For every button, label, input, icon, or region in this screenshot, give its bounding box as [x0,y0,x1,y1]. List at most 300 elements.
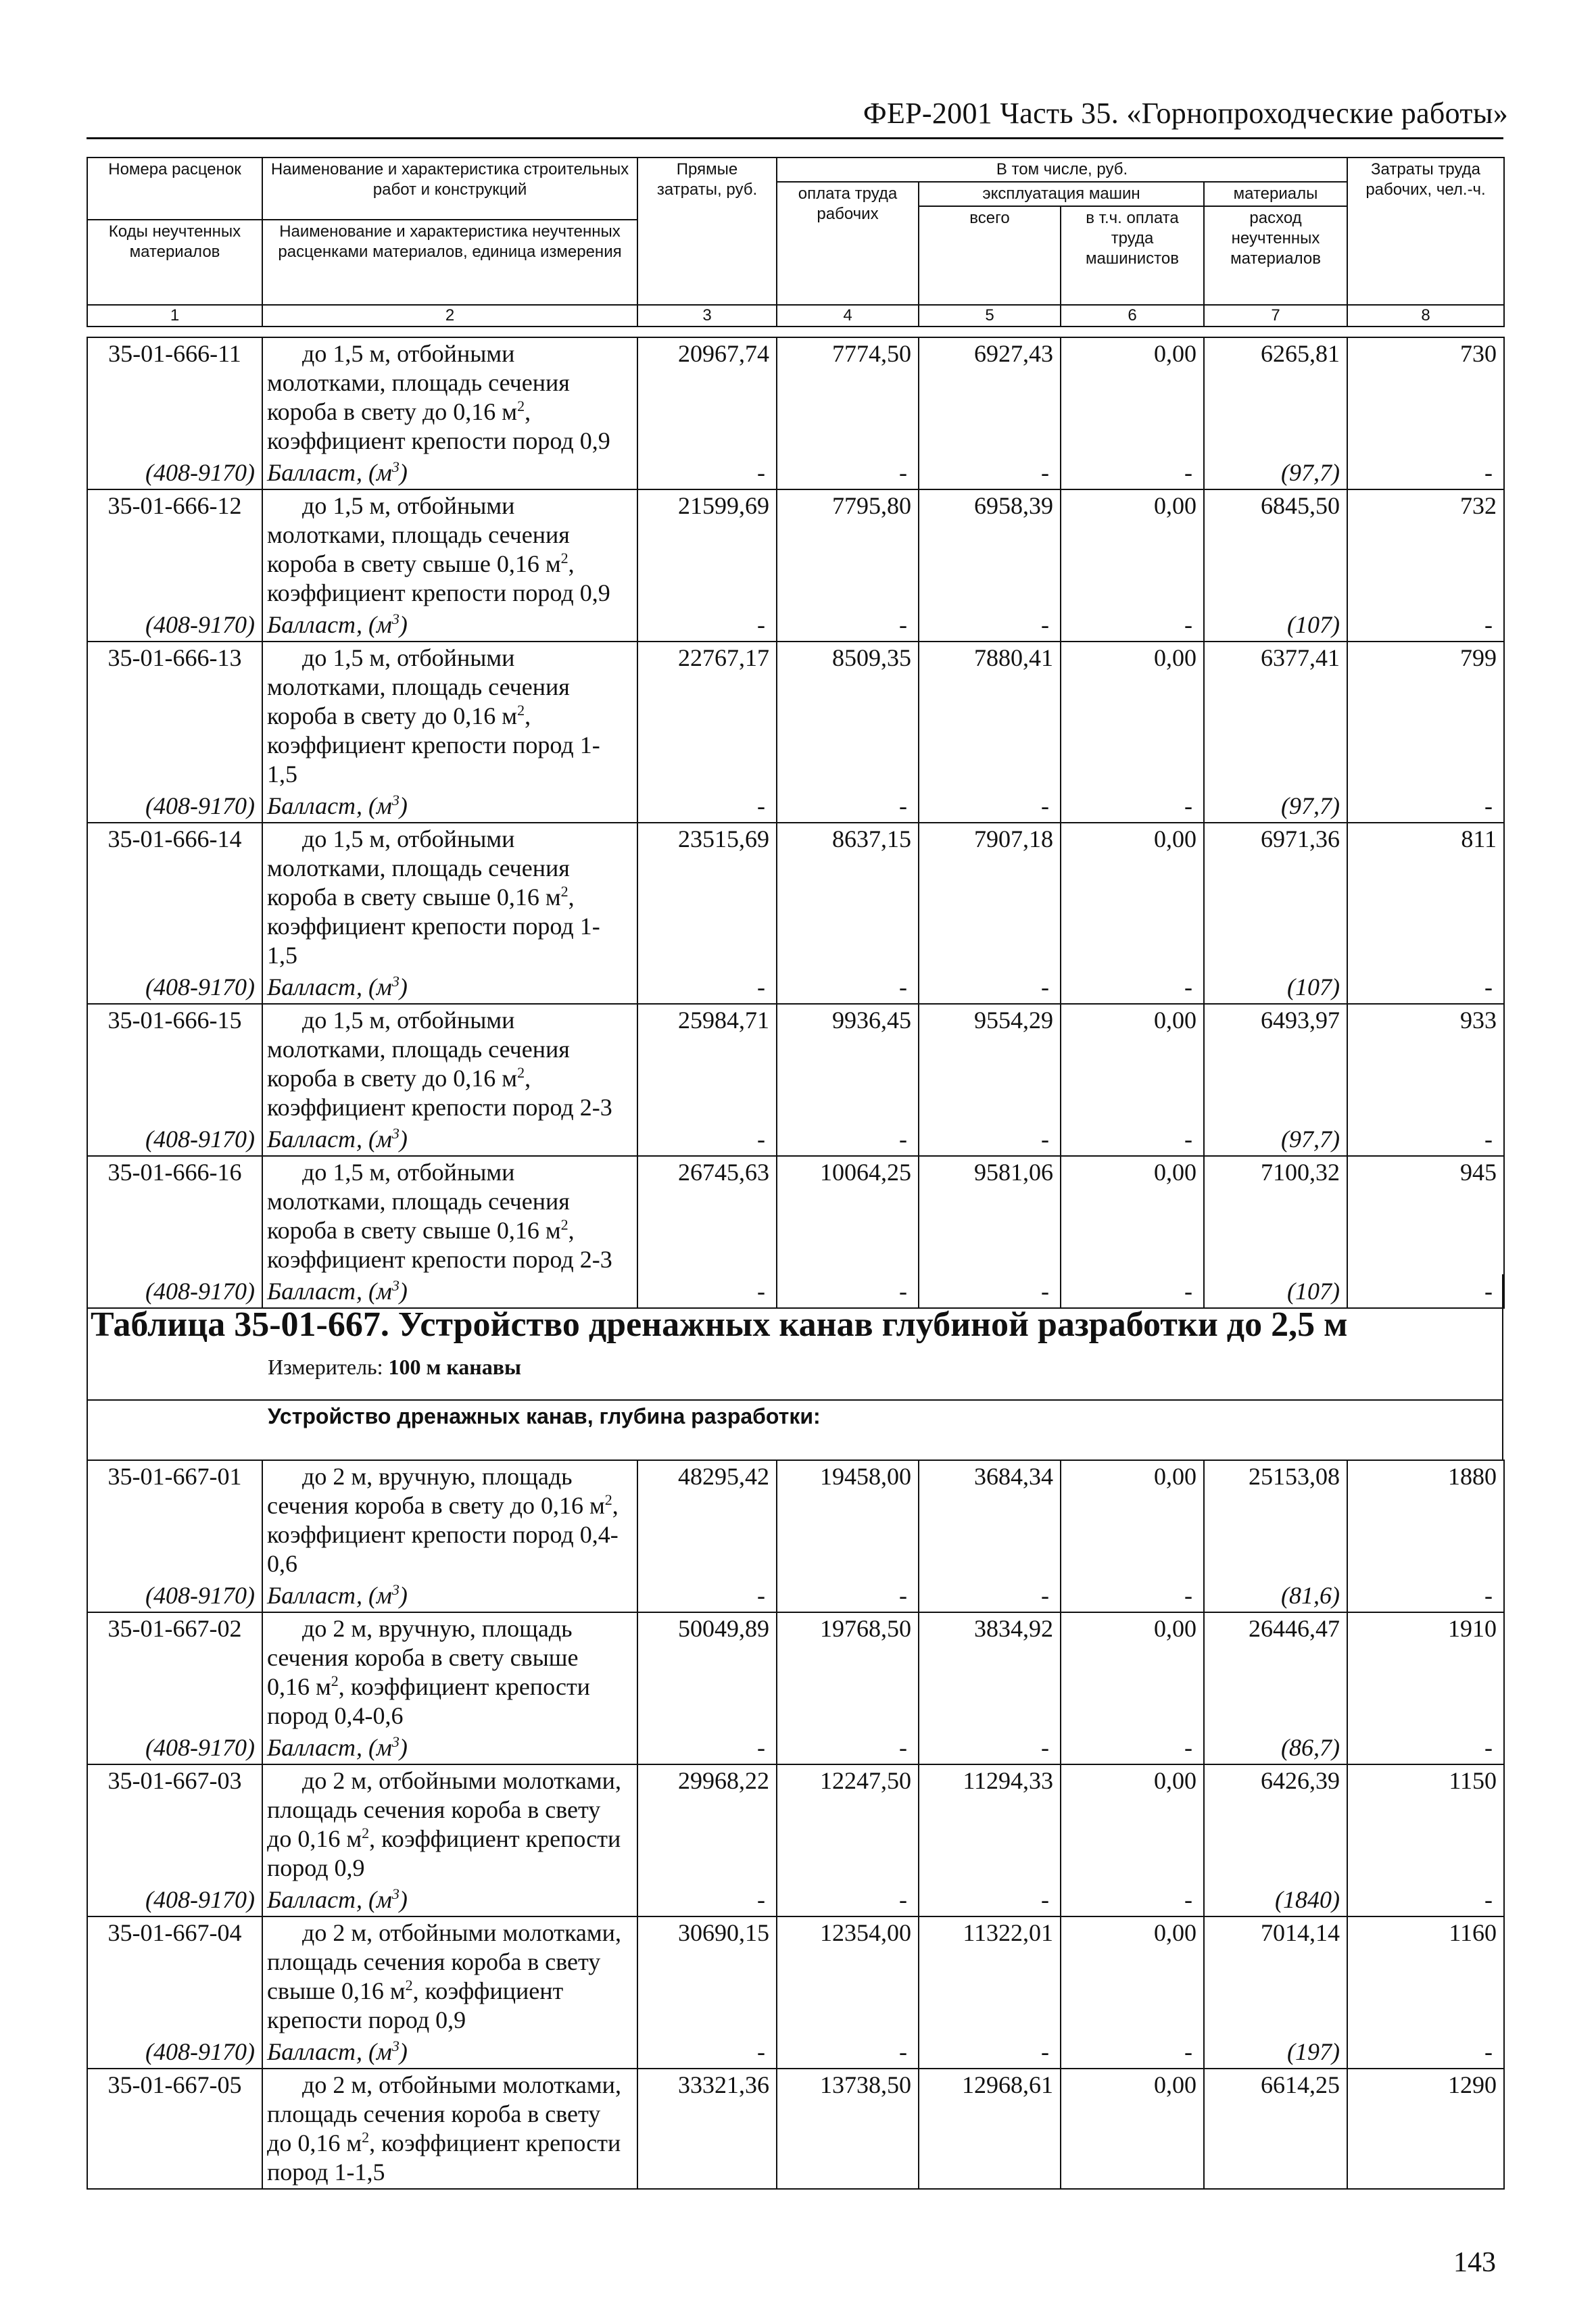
material-label: Балласт, (м [267,611,392,638]
material-quantity: (1840) [1204,1884,1347,1916]
empty-value: - [919,1580,1061,1612]
empty-value: - [1347,609,1504,642]
material-name [262,1732,637,1764]
measure-unit [268,1355,521,1380]
labor-cost: 8509,35 [777,642,919,790]
empty-value: - [1347,1276,1504,1308]
rate-row [87,823,1504,971]
ballast-row [87,609,1504,642]
ballast-row [87,1732,1504,1764]
labor-hours: 730 [1347,337,1504,457]
empty-value: - [637,790,777,823]
desc-row [267,368,633,397]
desc-line: коэффициент крепости пород 2-3 [267,1094,612,1121]
material-name [262,457,637,489]
empty-value: - [777,609,919,642]
rates-table-667 [87,1459,1505,2190]
material-label: Балласт, (м [267,1278,392,1305]
empty-value: - [919,1124,1061,1156]
labor-cost: 8637,15 [777,823,919,971]
rate-code: 35-01-667-03 [87,1764,262,1884]
rate-row [87,642,1504,790]
empty-value: - [1347,1884,1504,1916]
superscript: 3 [391,1581,400,1598]
empty-value: - [919,2036,1061,2069]
machines-cost: 3684,34 [919,1460,1061,1580]
desc-row [267,1549,633,1578]
rate-description [262,1916,637,2036]
col-header-codes-bottom: Коды неучтенных материалов [87,220,262,305]
material-label-end: ) [399,1582,408,1609]
desc-line: молотками, площадь сечения [267,521,570,548]
labor-cost: 12247,50 [777,1764,919,1884]
col-header-name-top: Наименование и характеристика строительных работ и конструкций [262,158,637,220]
empty-value: - [919,790,1061,823]
desc-line: молотками, площадь сечения [267,673,570,700]
empty-value: - [1061,971,1204,1004]
desc-line: коэффициент крепости пород 0,9 [267,427,610,454]
measure-label: Измеритель: [268,1355,389,1379]
desc-line: короба в свету до 0,16 м [267,1065,518,1092]
material-name [262,971,637,1004]
desc-row [267,1948,633,1977]
direct-cost: 21599,69 [637,489,777,609]
material-code: (408-9170) [87,1124,262,1156]
desc-row [267,2129,633,2158]
empty-value: - [637,1884,777,1916]
direct-cost: 33321,36 [637,2069,777,2189]
rate-row [87,489,1504,609]
desc-line: до 1,5 м, отбойными [302,644,515,671]
machinist-labor-cost: 0,00 [1061,337,1204,457]
material-quantity: (97,7) [1204,457,1347,489]
rate-code: 35-01-667-01 [87,1460,262,1580]
material-label-end: ) [399,459,408,486]
labor-cost: 7795,80 [777,489,919,609]
desc-row [267,521,633,550]
superscript: 3 [391,1885,400,1902]
machinist-labor-cost: 0,00 [1061,2069,1204,2189]
empty-value: - [637,1124,777,1156]
labor-hours: 1880 [1347,1460,1504,1580]
materials-cost: 7014,14 [1204,1916,1347,2036]
empty-value: - [1061,1124,1204,1156]
machinist-labor-cost: 0,00 [1061,1460,1204,1580]
col-number: 1 [87,305,262,327]
materials-cost: 6377,41 [1204,642,1347,790]
empty-value: - [1347,971,1504,1004]
material-label: Балласт, (м [267,792,392,819]
material-label-end: ) [399,611,408,638]
superscript: 2 [560,1216,569,1233]
ballast-row [87,971,1504,1004]
desc-row [267,397,633,427]
labor-cost: 19768,50 [777,1612,919,1732]
material-label-end: ) [399,1886,408,1913]
empty-value: - [777,1580,919,1612]
rate-description [262,642,637,790]
empty-value: - [637,971,777,1004]
desc-line: молотками, площадь сечения [267,369,570,396]
rate-row [87,1764,1504,1884]
material-label-end: ) [399,1278,408,1305]
rate-row [87,1004,1504,1124]
direct-cost: 29968,22 [637,1764,777,1884]
desc-line: коэффициент крепости пород 0,9 [267,579,610,606]
rate-code: 35-01-666-16 [87,1156,262,1276]
material-label: Балласт, (м [267,459,392,486]
col-header-group-machines: эксплуатация машин [919,182,1204,206]
desc-line: , коэффициент крепости [338,1673,590,1700]
desc-row [267,673,633,702]
ballast-row [87,1884,1504,1916]
rate-code: 35-01-667-04 [87,1916,262,2036]
desc-line: короба в свету свыше 0,16 м [267,884,561,911]
machines-cost: 6958,39 [919,489,1061,609]
material-label: Балласт, (м [267,973,392,1000]
desc-line: пород 0,4-0,6 [267,1702,404,1729]
material-code: (408-9170) [87,1884,262,1916]
material-label: Балласт, (м [267,1582,392,1609]
desc-line: короба в свету до 0,16 м [267,398,518,425]
machinist-labor-cost: 0,00 [1061,642,1204,790]
empty-value: - [777,2036,919,2069]
material-code: (408-9170) [87,971,262,1004]
material-quantity: (81,6) [1204,1580,1347,1612]
material-label: Балласт, (м [267,1734,392,1761]
measure-value: 100 м канавы [388,1355,521,1379]
material-label-end: ) [399,973,408,1000]
materials-cost: 6845,50 [1204,489,1347,609]
rate-row [87,1916,1504,2036]
superscript: 3 [391,2037,400,2054]
ballast-row [87,457,1504,489]
labor-hours: 799 [1347,642,1504,790]
rate-code: 35-01-666-14 [87,823,262,971]
desc-line: , [525,702,531,729]
empty-value: - [1061,1884,1204,1916]
desc-row [267,854,633,883]
labor-cost: 13738,50 [777,2069,919,2189]
empty-value: - [1061,609,1204,642]
materials-cost: 6426,39 [1204,1764,1347,1884]
page-number: 143 [1453,2247,1496,2278]
materials-cost: 26446,47 [1204,1612,1347,1732]
machines-cost: 12968,61 [919,2069,1061,2189]
material-name [262,2036,637,2069]
desc-line: молотками, площадь сечения [267,854,570,882]
rate-code: 35-01-667-05 [87,2069,262,2189]
machines-cost: 11322,01 [919,1916,1061,2036]
machinist-labor-cost: 0,00 [1061,489,1204,609]
desc-row [267,1614,633,1643]
direct-cost: 30690,15 [637,1916,777,2036]
section-subheader: Устройство дренажных канав, глубина разработки: [268,1404,821,1428]
superscript: 2 [362,1825,370,1841]
desc-line: коэффициент крепости пород 2-3 [267,1246,612,1273]
superscript: 2 [560,883,569,900]
machinist-labor-cost: 0,00 [1061,1916,1204,2036]
col-number: 4 [777,305,919,327]
material-quantity: (86,7) [1204,1732,1347,1764]
col-header-group-main: В том числе, руб. [777,158,1347,182]
column-header-table [87,157,1505,327]
desc-line: до 0,16 м [267,1825,362,1852]
empty-value: - [919,1732,1061,1764]
empty-value: - [1347,457,1504,489]
desc-line: до 1,5 м, отбойными [302,1007,515,1034]
empty-value: - [1347,1580,1504,1612]
material-code: (408-9170) [87,457,262,489]
rate-description [262,2069,637,2189]
desc-row [267,1093,633,1122]
desc-row [267,1766,633,1795]
rate-code: 35-01-666-11 [87,337,262,457]
superscript: 2 [560,550,569,566]
superscript: 2 [331,1672,339,1689]
labor-cost: 12354,00 [777,1916,919,2036]
desc-line: до 1,5 м, отбойными [302,1159,515,1186]
empty-value: - [919,971,1061,1004]
desc-line: крепости пород 0,9 [267,2006,466,2033]
col-header-labor: оплата труда рабочих [777,182,919,305]
desc-line: сечения короба в свету до 0,16 м [267,1492,605,1519]
material-name [262,1580,637,1612]
material-label: Балласт, (м [267,1126,392,1153]
empty-value: - [777,1884,919,1916]
col-header-materials: расход неучтенных материалов [1204,206,1347,305]
desc-line: пород 1-1,5 [267,2158,385,2186]
empty-value: - [919,457,1061,489]
materials-cost: 6493,97 [1204,1004,1347,1124]
empty-value: - [637,1732,777,1764]
machinist-labor-cost: 0,00 [1061,1004,1204,1124]
rate-code: 35-01-666-12 [87,489,262,609]
machinist-labor-cost: 0,00 [1061,1612,1204,1732]
col-number: 2 [262,305,637,327]
desc-row [267,912,633,941]
col-number: 3 [637,305,777,327]
empty-value: - [1347,1732,1504,1764]
material-code: (408-9170) [87,2036,262,2069]
direct-cost: 23515,69 [637,823,777,971]
desc-line: , [612,1492,619,1519]
desc-row [267,1491,633,1520]
desc-line: , [568,550,575,577]
desc-row [267,2071,633,2100]
col-header-name-bottom: Наименование и характеристика неучтенных расценками материалов, единица измерения [262,220,637,305]
labor-hours: 811 [1347,823,1504,971]
material-code: (408-9170) [87,1580,262,1612]
desc-line: коэффициент крепости пород 0,4- [267,1521,619,1548]
superscript: 3 [391,1733,400,1750]
rate-row [87,337,1504,457]
empty-value: - [1061,2036,1204,2069]
direct-cost: 22767,17 [637,642,777,790]
material-quantity: (97,7) [1204,1124,1347,1156]
rate-code: 35-01-666-15 [87,1004,262,1124]
empty-value: - [1347,790,1504,823]
desc-line: до 2 м, отбойными молотками, [302,1767,621,1794]
table-title: Таблица 35-01-667. Устройство дренажных канав глубиной разработки до 2,5 м [91,1305,1348,1344]
empty-value: - [1347,2036,1504,2069]
col-number: 6 [1061,305,1204,327]
machines-cost: 11294,33 [919,1764,1061,1884]
desc-line: пород 0,9 [267,1854,365,1881]
desc-line: сечения короба в свету свыше [267,1644,579,1671]
material-label: Балласт, (м [267,2038,392,2065]
col-header-machinist-labor: в т.ч. оплата труда машинистов [1061,206,1204,305]
desc-row [267,731,633,760]
desc-line: до 1,5 м, отбойными [302,825,515,852]
empty-value: - [637,609,777,642]
empty-value: - [1061,1276,1204,1308]
desc-row [267,427,633,456]
empty-value: - [777,971,919,1004]
desc-row [267,1187,633,1216]
ballast-row [87,790,1504,823]
desc-line: , [525,398,531,425]
material-code: (408-9170) [87,609,262,642]
desc-line: коэффициент крепости пород 1- [267,913,600,940]
direct-cost: 20967,74 [637,337,777,457]
labor-hours: 933 [1347,1004,1504,1124]
material-label-end: ) [399,1126,408,1153]
desc-line: до 0,16 м [267,2129,362,2156]
material-name [262,1884,637,1916]
desc-row [267,1064,633,1093]
material-label-end: ) [399,1734,408,1761]
desc-row [267,1035,633,1064]
materials-cost: 25153,08 [1204,1460,1347,1580]
desc-row [267,1854,633,1883]
labor-hours: 732 [1347,489,1504,609]
desc-line: площадь сечения короба в свету [267,2100,601,2127]
direct-cost: 48295,42 [637,1460,777,1580]
desc-row [267,1245,633,1274]
desc-row [267,1825,633,1854]
running-header: ФЕР-2001 Часть 35. «Горнопроходческие работы» [863,97,1508,130]
machines-cost: 7880,41 [919,642,1061,790]
desc-line: 1,5 [267,942,297,969]
col-header-direct: Прямые затраты, руб. [637,158,777,305]
materials-cost: 6614,25 [1204,2069,1347,2189]
labor-cost: 10064,25 [777,1156,919,1276]
rate-description [262,1764,637,1884]
ballast-row [87,2036,1504,2069]
labor-cost: 7774,50 [777,337,919,457]
desc-row [267,883,633,912]
material-quantity: (107) [1204,1276,1347,1308]
empty-value: - [777,1732,919,1764]
material-code: (408-9170) [87,1276,262,1308]
superscript: 3 [391,973,400,990]
desc-row [267,579,633,608]
labor-hours: 945 [1347,1156,1504,1276]
col-header-group-materials: материалы [1204,182,1347,206]
empty-value: - [777,1276,919,1308]
empty-value: - [777,457,919,489]
desc-line: , [525,1065,531,1092]
desc-line: 0,6 [267,1550,297,1577]
desc-row [267,1672,633,1702]
desc-row [267,550,633,579]
superscript: 2 [405,1977,413,1994]
material-quantity: (97,7) [1204,790,1347,823]
desc-row [267,491,633,521]
superscript: 2 [517,1064,525,1081]
rate-code: 35-01-667-02 [87,1612,262,1732]
rate-description [262,1460,637,1580]
desc-row [267,1702,633,1731]
labor-cost: 9936,45 [777,1004,919,1124]
materials-cost: 6971,36 [1204,823,1347,971]
desc-line: площадь сечения короба в свету [267,1948,601,1975]
superscript: 3 [391,792,400,809]
col-number: 8 [1347,305,1504,327]
superscript: 2 [517,397,525,414]
desc-row [267,2100,633,2129]
material-name [262,790,637,823]
machines-cost: 9554,29 [919,1004,1061,1124]
material-quantity: (197) [1204,2036,1347,2069]
empty-value: - [1061,457,1204,489]
desc-line: до 1,5 м, отбойными [302,340,515,367]
desc-row [267,1462,633,1491]
labor-hours: 1160 [1347,1916,1504,2036]
rate-code: 35-01-666-13 [87,642,262,790]
col-header-hours: Затраты труда рабочих, чел.-ч. [1347,158,1504,305]
machinist-labor-cost: 0,00 [1061,823,1204,971]
superscript: 3 [391,1125,400,1142]
material-code: (408-9170) [87,1732,262,1764]
desc-row [267,1643,633,1672]
material-quantity: (107) [1204,971,1347,1004]
desc-line: коэффициент крепости пород 1- [267,731,600,758]
superscript: 3 [391,458,400,475]
empty-value: - [1061,790,1204,823]
empty-value: - [919,1884,1061,1916]
desc-line: молотками, площадь сечения [267,1188,570,1215]
desc-row [267,1216,633,1245]
desc-line: короба в свету свыше 0,16 м [267,1217,561,1244]
rate-row [87,1156,1504,1276]
col-header-machines-total: всего [919,206,1061,305]
material-name [262,609,637,642]
rate-row [87,1612,1504,1732]
labor-hours: 1290 [1347,2069,1504,2189]
empty-value: - [637,457,777,489]
col-number: 7 [1204,305,1347,327]
desc-line: до 1,5 м, отбойными [302,492,515,519]
desc-row [267,644,633,673]
labor-cost: 19458,00 [777,1460,919,1580]
material-name [262,1124,637,1156]
desc-row [267,1795,633,1825]
empty-value: - [1061,1580,1204,1612]
rate-description [262,823,637,971]
desc-row [267,825,633,854]
desc-line: , коэффициент крепости [369,1825,621,1852]
desc-row [267,1919,633,1948]
desc-row [267,760,633,789]
machines-cost: 3834,92 [919,1612,1061,1732]
empty-value: - [637,2036,777,2069]
empty-value: - [637,1276,777,1308]
superscript: 2 [604,1491,612,1508]
desc-row [267,1520,633,1549]
labor-hours: 1910 [1347,1612,1504,1732]
